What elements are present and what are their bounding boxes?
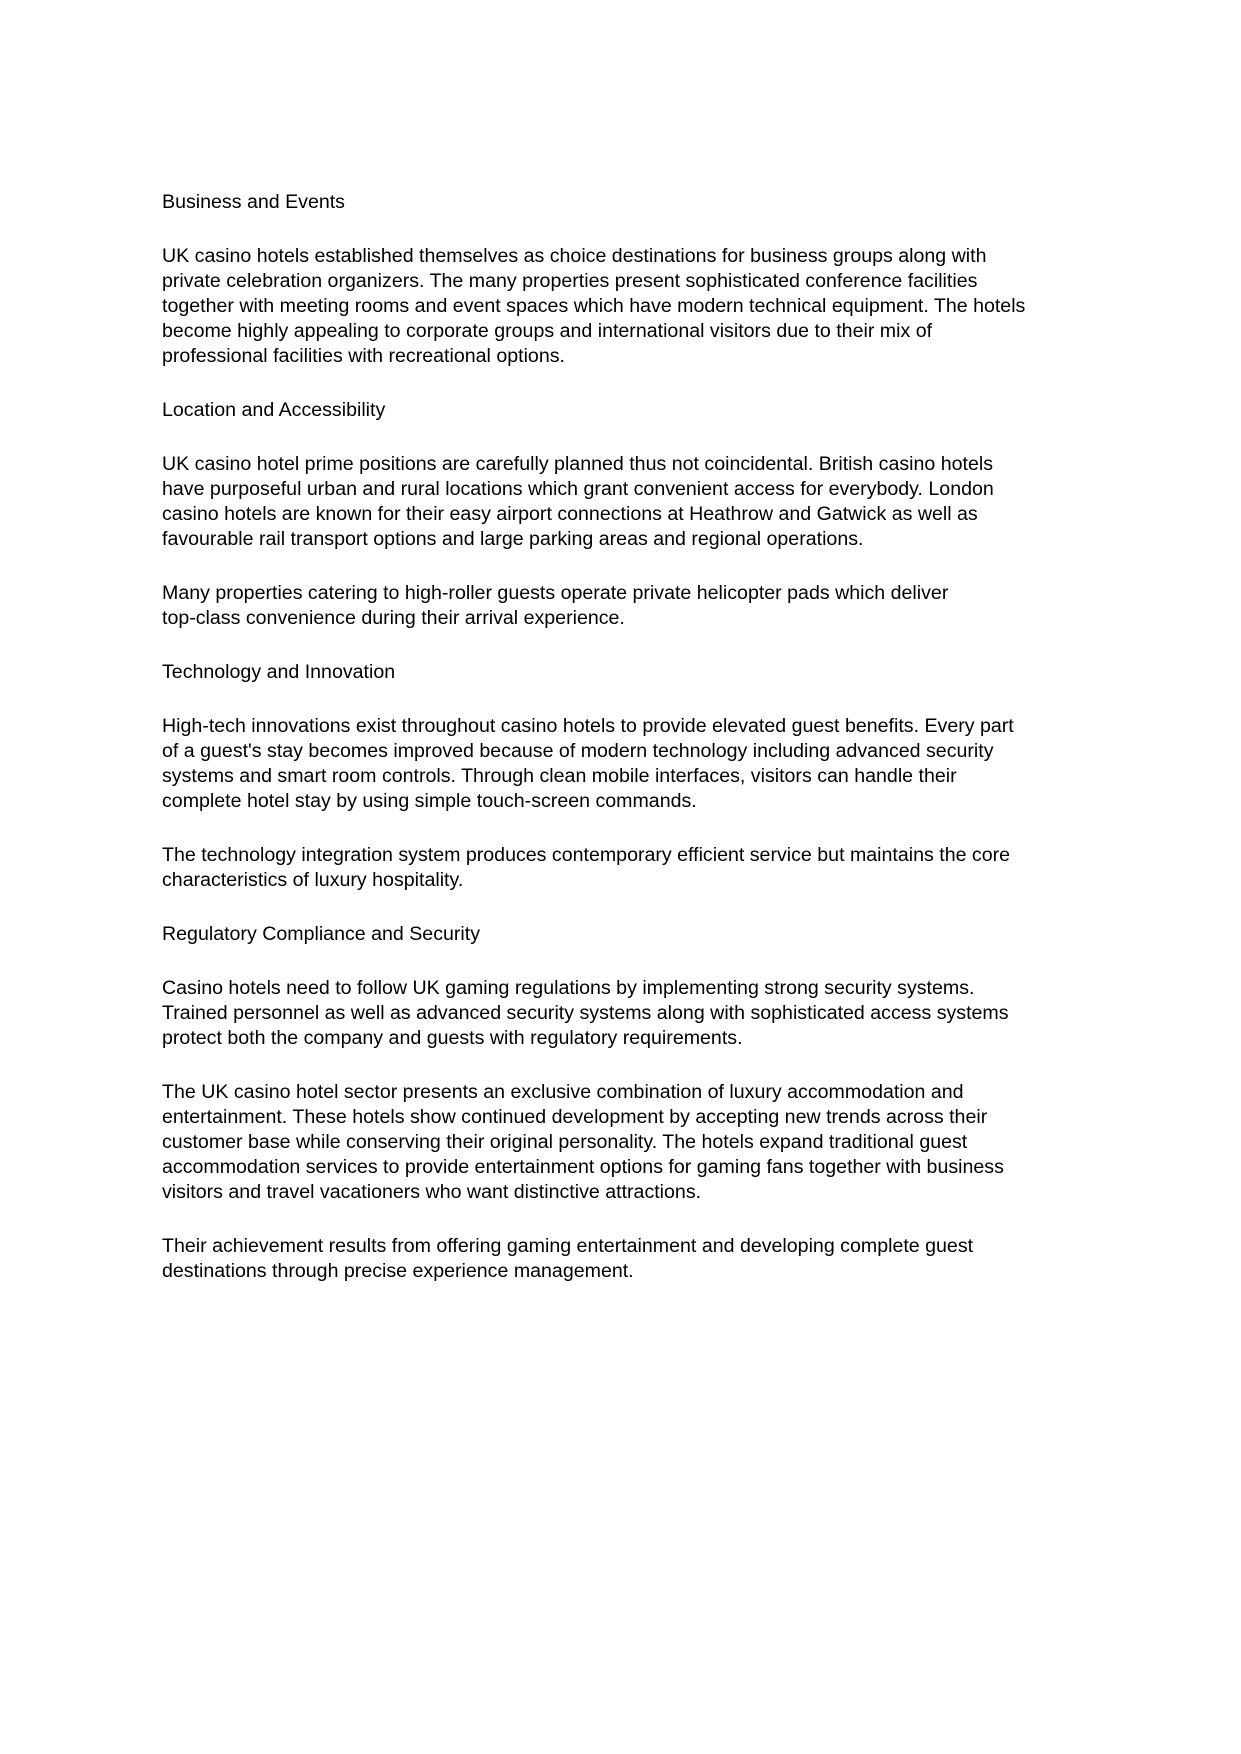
paragraph: Casino hotels need to follow UK gaming regulations by implementing strong security systems. Trained personnel as well as advanced security systems along with sophisticated access systems protect both the company and guests with regulatory requirements. — [162, 977, 1009, 1049]
paragraph: The UK casino hotel sector presents an exclusive combination of luxury accommodation and entertainment. These hotels show continued development by accepting new trends across their customer base while conserving their original personality. The hotels expand traditional guest accommodation services to provide entertainment options for gaming fans together with business visitors and travel vacationers who want distinctive attractions. — [162, 1081, 1004, 1203]
section-technology-and-innovation — [162, 660, 1082, 893]
paragraph: Their achievement results from offering gaming entertainment and developing complete guest destinations through precise experience management. — [162, 1235, 974, 1282]
paragraph: The technology integration system produces contemporary efficient service but maintains the core characteristics of luxury hospitality. — [162, 844, 1011, 891]
section-regulatory-compliance-and-security — [162, 922, 1082, 1284]
paragraph: UK casino hotels established themselves as choice destinations for business groups along with private celebration organizers. The many properties present sophisticated conference facilities together with meeting rooms and event spaces which have modern technical equipment. The hotels become highly appealing to corporate groups and international visitors due to their mix of professional facilities with recreational options. — [162, 245, 1026, 367]
section-business-and-events — [162, 190, 1082, 369]
paragraph: UK casino hotel prime positions are carefully planned thus not coincidental. British casino hotels have purposeful urban and rural locations which grant convenient access for everybody. London casino hotels are known for their easy airport connections at Heathrow and Gatwick as well as favourable rail transport options and large parking areas and regional operations. — [162, 453, 994, 550]
paragraph: Many properties catering to high-roller guests operate private helicopter pads which deliver top-class convenience during their arrival experience. — [162, 582, 949, 629]
section-heading: Location and Accessibility — [162, 399, 386, 421]
section-location-and-accessibility — [162, 398, 1082, 631]
paragraph: High-tech innovations exist throughout casino hotels to provide elevated guest benefits. Every part of a guest's stay becomes improved because of modern technology including advanced security systems and smart room controls. Through clean mobile interfaces, visitors can handle their complete hotel stay by using simple touch-screen commands. — [162, 715, 1014, 812]
section-heading: Regulatory Compliance and Security — [162, 923, 481, 945]
document-body — [162, 190, 1082, 1313]
section-heading: Business and Events — [162, 191, 345, 213]
section-heading: Technology and Innovation — [162, 661, 396, 683]
